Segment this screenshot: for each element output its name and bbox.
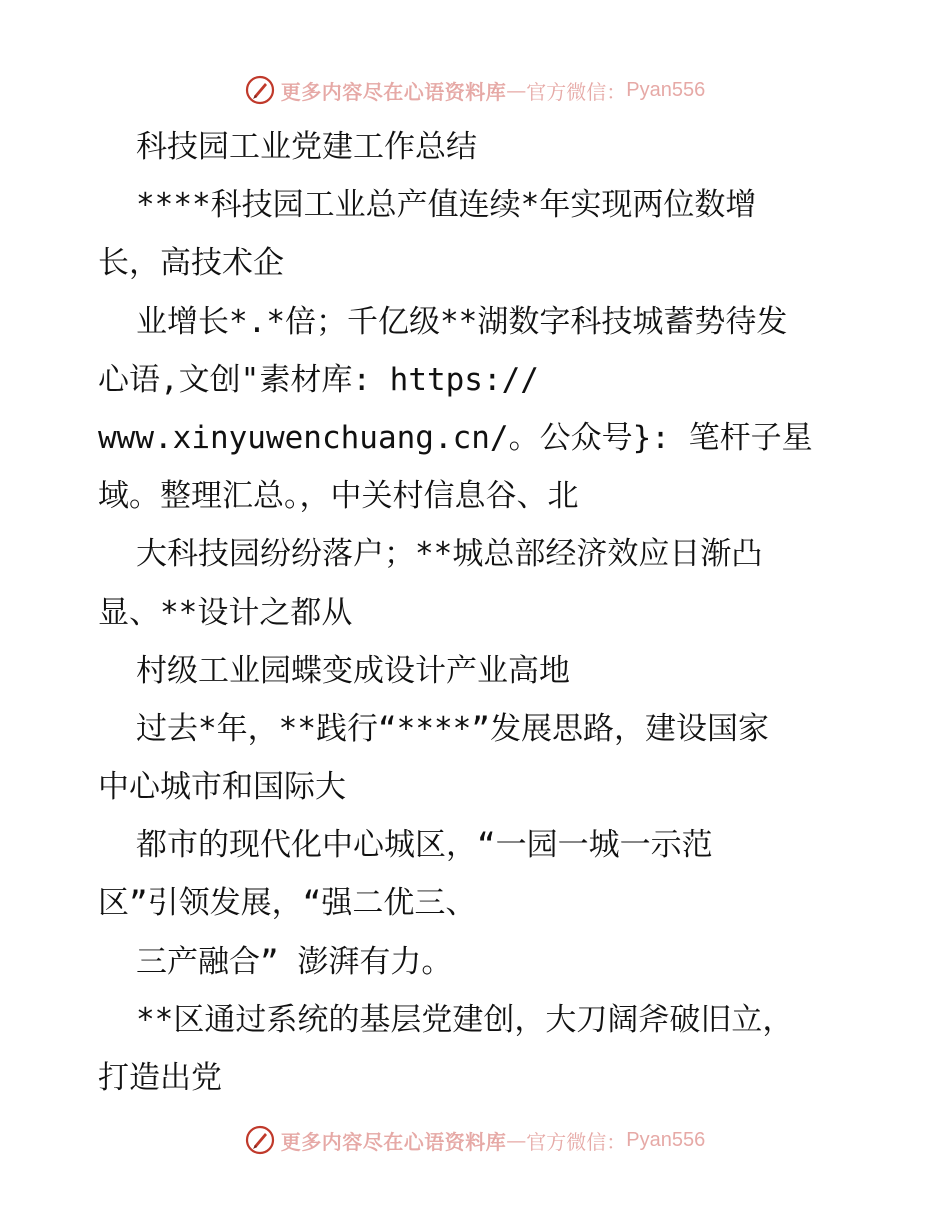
text-line: 长，高技术企 xyxy=(98,245,284,282)
text-line: 区”引领发展，“强二优三、 xyxy=(98,885,477,922)
text-line: 心语,文创"素材库: https:// xyxy=(98,361,539,398)
footer-watermark xyxy=(0,1120,950,1160)
text-line: 打造出党 xyxy=(98,1060,222,1096)
text-line: 科技园工业党建工作总结 xyxy=(136,129,477,165)
header-watermark xyxy=(0,70,950,110)
text-line: 显、**设计之都从 xyxy=(98,594,353,631)
quill-pen-logo-icon xyxy=(245,1125,275,1155)
watermark-wechat-label: 官方微信： xyxy=(526,1129,627,1154)
quill-pen-logo-icon xyxy=(245,75,275,105)
text-line: 业增长*.*倍；千亿级**湖数字科技城蓄势待发 xyxy=(136,303,788,340)
watermark-separator: — xyxy=(506,78,527,102)
text-line: 村级工业园蝶变成设计产业高地 xyxy=(136,652,570,689)
watermark-separator: — xyxy=(506,1128,527,1152)
text-line: 大科技园纷纷落户；**城总部经济效应日渐凸 xyxy=(136,536,763,573)
text-line: 三产融合” 澎湃有力。 xyxy=(136,943,453,980)
watermark-wechat-id: Pyan556 xyxy=(626,1128,706,1151)
text-line: ****科技园工业总产值连续*年实现两位数增 xyxy=(136,187,757,224)
watermark-main-text: 更多内容尽在心语资料库 xyxy=(280,1129,507,1154)
watermark-main-text: 更多内容尽在心语资料库 xyxy=(280,79,507,104)
text-line: 都市的现代化中心城区，“一园一城一示范 xyxy=(136,827,713,864)
text-line: 中心城市和国际大 xyxy=(98,769,346,806)
document-body xyxy=(98,118,858,1107)
text-line: **区通过系统的基层党建创，大刀阔斧破旧立， xyxy=(136,1001,794,1038)
watermark-wechat-label: 官方微信： xyxy=(526,79,627,104)
text-line: www.xinyuwenchuang.cn/。公众号}: 笔杆子星 xyxy=(98,419,813,456)
text-line: 过去*年，**践行“****”发展思路，建设国家 xyxy=(136,710,769,747)
text-line: 域。整理汇总。，中关村信息谷、北 xyxy=(98,478,579,515)
watermark-wechat-id: Pyan556 xyxy=(626,78,706,101)
